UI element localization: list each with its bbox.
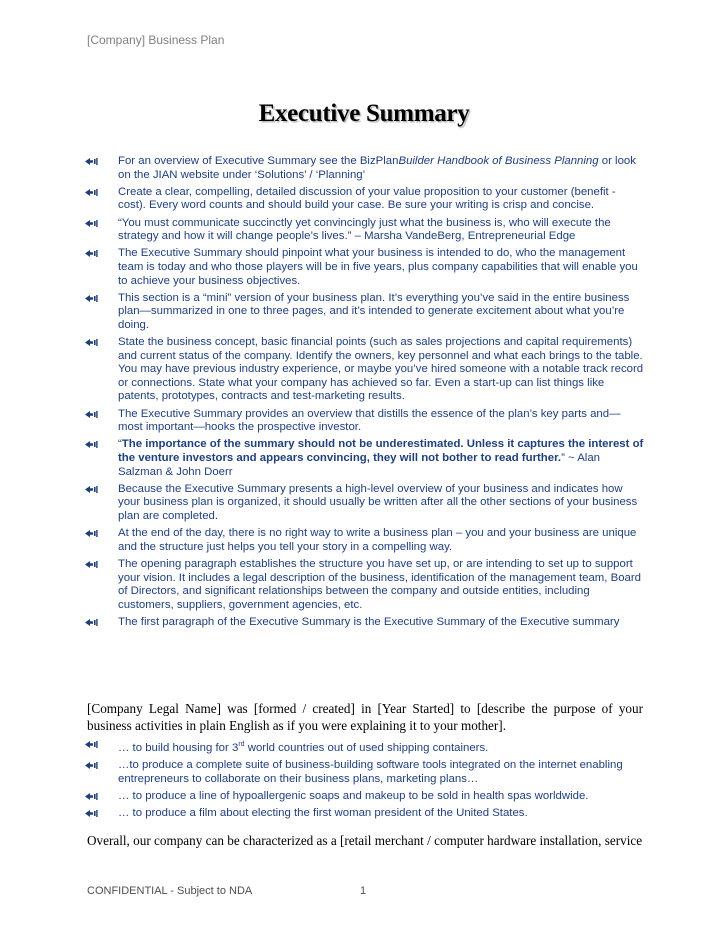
arrow-bullet-icon bbox=[84, 217, 118, 229]
arrow-bullet-icon bbox=[84, 155, 118, 167]
list-item bbox=[84, 807, 644, 821]
arrow-bullet-icon bbox=[84, 438, 118, 450]
list-item bbox=[84, 738, 644, 755]
list-item-text: At the end of the day, there is no right way to write a business plan – you and your business are unique and the structure just helps you tell your story in a compelling way. bbox=[118, 527, 637, 553]
list-item bbox=[84, 616, 644, 630]
list-item-text: Because the Executive Summary presents a high-level overview of your business and indicates how your business plan is organized, it should usually be written after all the other sections of your business plan are completed. bbox=[118, 482, 638, 522]
list-item bbox=[84, 759, 644, 786]
list-item bbox=[84, 336, 644, 404]
list-item bbox=[84, 483, 644, 524]
list-item-text: “The importance of the summary should not be underestimated. Unless it captures the interest of the venture investors and appears convincing, they will not bother to read further.” ~ Alan Salzman & John Doerr bbox=[118, 438, 644, 478]
page-title: Executive Summary bbox=[258, 100, 470, 127]
company-characterization-paragraph: Overall, our company can be characterized as a [retail merchant / computer hardware installation, service bbox=[87, 833, 643, 848]
list-item bbox=[84, 558, 644, 612]
arrow-bullet-icon bbox=[84, 527, 118, 539]
purpose-example-list bbox=[84, 738, 644, 824]
arrow-bullet-icon bbox=[84, 738, 118, 750]
company-description-paragraph: [Company Legal Name] was [formed / created] in [Year Started] to [describe the purpose of your business activities in plain English as if you were explaining it to your mother]. bbox=[87, 701, 643, 733]
page-number: 1 bbox=[360, 885, 367, 897]
arrow-bullet-icon bbox=[84, 408, 118, 420]
list-item bbox=[84, 292, 644, 333]
list-item-text: The first paragraph of the Executive Summary is the Executive Summary of the Executive summary bbox=[118, 615, 620, 628]
list-item bbox=[84, 217, 644, 244]
list-item-text: The Executive Summary provides an overview that distills the essence of the plan’s key parts and—most important—hooks the prospective investor. bbox=[118, 407, 621, 434]
arrow-bullet-icon bbox=[84, 186, 118, 198]
arrow-bullet-icon bbox=[84, 558, 118, 570]
list-item-text: … to produce a line of hypoallergenic soaps and makeup to be sold in health spas worldwide. bbox=[118, 789, 589, 802]
arrow-bullet-icon bbox=[84, 759, 118, 771]
list-item-text: … to produce a film about electing the first woman president of the United States. bbox=[118, 806, 528, 819]
list-item bbox=[84, 186, 644, 213]
list-item bbox=[84, 155, 644, 182]
list-item bbox=[84, 408, 644, 435]
confidential-footer: CONFIDENTIAL - Subject to NDA bbox=[87, 885, 253, 897]
list-item-text: …to produce a complete suite of business-building software tools integrated on the internet enabling entrepreneurs to collaborate on their business plans, marketing plans… bbox=[118, 758, 623, 785]
list-item-text: This section is a “mini” version of your business plan. It’s everything you’ve said in the entire business plan—summarized in one to three pages, and it’s intended to generate excitement about what you’re doing. bbox=[118, 291, 630, 331]
list-item-text: The Executive Summary should pinpoint what your business is intended to do, who the management team is today and who those players will be in five years, plus company capabilities that will enable you to achieve your business objectives. bbox=[118, 247, 638, 287]
arrow-bullet-icon bbox=[84, 247, 118, 259]
list-item-text: State the business concept, basic financial points (such as sales projections and capital requirements) and current status of the company. Identify the owners, key personnel and what each brings to the table. You may have previous industry experience, or maybe you’ve hired someone with a notable track record or connections. State what your company has achieved so far. Even a start-up can list things like patents, prototypes, contracts and test-marketing results. bbox=[118, 336, 644, 403]
list-item bbox=[84, 527, 644, 554]
list-item-text: Create a clear, compelling, detailed discussion of your value proposition to your customer (benefit - cost). Every word counts and should build your case. Be sure your writing is crisp and concise. bbox=[118, 185, 616, 212]
arrow-bullet-icon bbox=[84, 616, 118, 628]
list-item bbox=[84, 790, 644, 804]
guidance-bullet-list bbox=[84, 155, 644, 633]
arrow-bullet-icon bbox=[84, 483, 118, 495]
list-item bbox=[84, 247, 644, 288]
running-header: [Company] Business Plan bbox=[87, 33, 225, 47]
list-item-text: … to build housing for 3rd world countries out of used shipping containers. bbox=[118, 741, 489, 754]
arrow-bullet-icon bbox=[84, 807, 118, 819]
list-item-text: “You must communicate succinctly yet convincingly just what the business is, who will execute the strategy and how it will change people’s lives.” – Marsha VandeBerg, Entrepreneurial Edge bbox=[118, 216, 611, 243]
list-item-text: The opening paragraph establishes the structure you have set up, or are intending to set up to support your vision. It includes a legal description of the business, identification of the management team, Board of Directors, and significant relationships between the company and outside entities, including customers, suppliers, government agencies, etc. bbox=[118, 557, 642, 611]
arrow-bullet-icon bbox=[84, 790, 118, 802]
arrow-bullet-icon bbox=[84, 336, 118, 348]
list-item bbox=[84, 438, 644, 479]
list-item-text: For an overview of Executive Summary see the BizPlanBuilder Handbook of Business Planning or look on the JIAN website under ‘Solutions’ / ‘Planning’ bbox=[118, 155, 636, 181]
arrow-bullet-icon bbox=[84, 292, 118, 304]
